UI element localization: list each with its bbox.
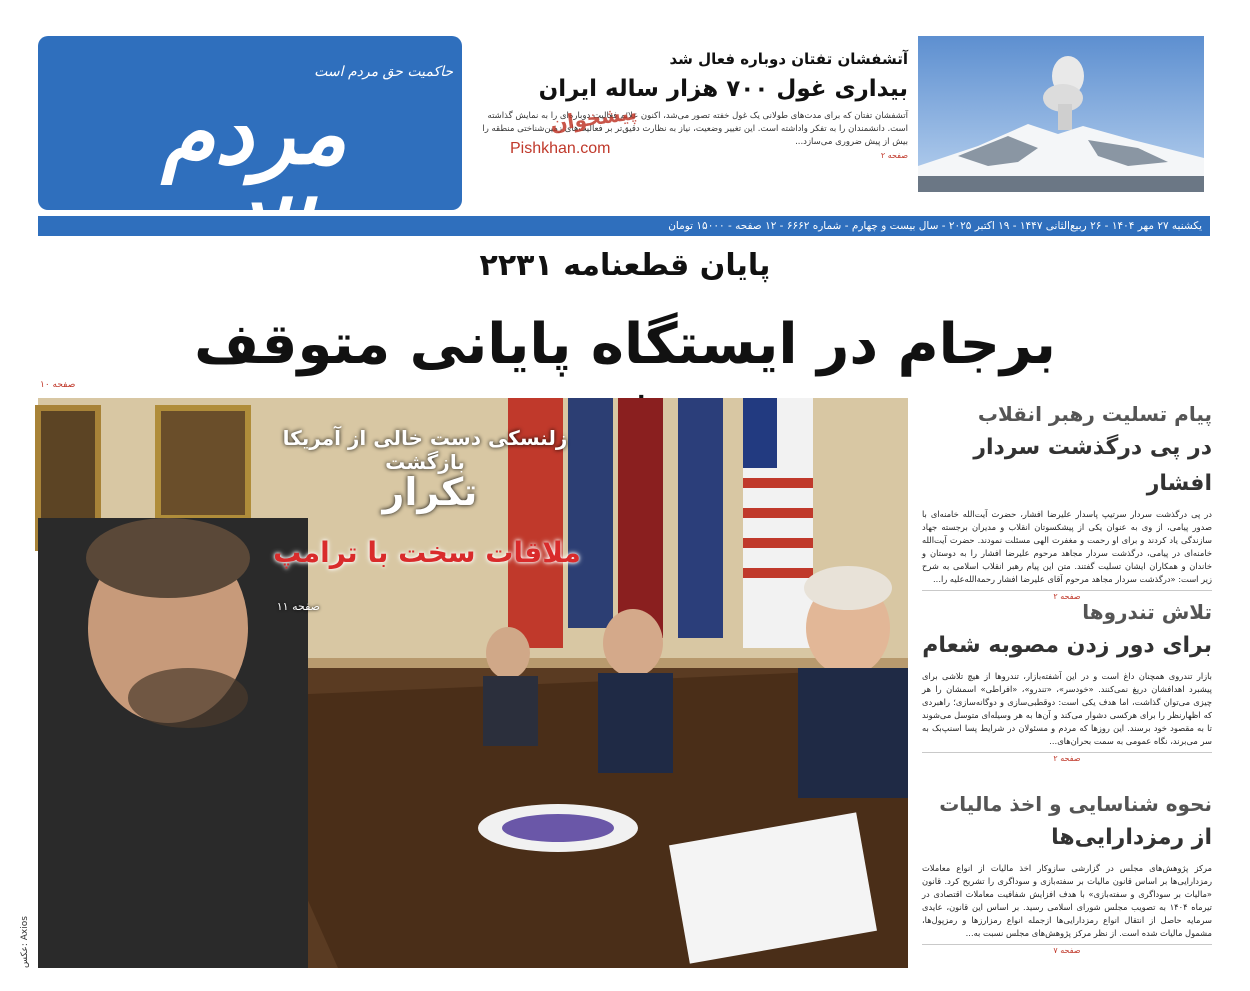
main-page-ref: صفحه ۱۰ [40, 380, 76, 390]
story-body: در پی درگذشت سردار سرتیپ پاسدار علیرضا افشار، حضرت آیت‌الله خامنه‌ای با صدور پیامی، از وی به عنوان یکی از پیشکسوتان انقلاب و مدیران برجسته جهاد سازندگی یاد کردند و برای او رحمت و مغفرت الهی مسئلت نمودند. حضرت آیت‌الله خامنه‌ای در پیامی، درگذشت سردار مجاهد مرحوم علیرضا افشار را به دوستان و خاندان و همکاران ایشان تسلیت گفتند. متن این پیام رهبر انقلاب اسلامی به شرح زیر است: «درگذشت سردار مجاهد مرحوم آقای علیرضا افشار رحمةالله‌علیه را... [922, 509, 1212, 584]
story-page-ref: صفحه ۲ [922, 752, 1212, 763]
teaser-body: آتشفشان تفتان که برای مدت‌های طولانی یک غول خفته تصور می‌شد، اکنون علائم فعالیت دوباره‌ای را به نمایش گذاشته است. دانشمندان را به تفکر واداشته است. این تغییر وضعیت، نیاز به نظارت دقیق‌تر بر فعالیت‌های زمین‌شناختی منطقه را بیش از پیش ضروری می‌سازد... [482, 111, 908, 147]
story-condolence [922, 398, 1212, 601]
story-page-ref: صفحه ۷ [922, 944, 1212, 955]
story-crypto-tax [922, 788, 1212, 955]
masthead-logo: مردم [161, 84, 347, 184]
teaser-headline: بیداری غول ۷۰۰ هزار ساله ایران [538, 76, 908, 102]
story-body: مرکز پژوهش‌های مجلس در گزارشی سازوکار اخذ مالیات از انواع معاملات رمزدارایی‌ها بر اساس قانون مالیات بر سفته‌بازی و سوداگری را تشریح کرد. قانون «مالیات بر سوداگری و سفته‌بازی» با هدف افزایش شفافیت معاملات اقتصادی در تیرماه ۱۴۰۴ به تصویب مجلس شورای اسلامی رسید. بر اساس این قانون، عایدی سرمایه حاصل از انتقال انواع رمزدارایی‌ها ازجمله انواع رمزارزها و رمزپول‌ها، مشمول مالیات شده است. از نظر مرکز پژوهش‌های مجلس نسبت به... [922, 863, 1212, 938]
photo-subhead: ملاقات سخت با ترامپ [273, 536, 581, 569]
photo-kicker: زلنسکی دست خالی از آمریکا بازگشت [282, 426, 568, 474]
watermark-latin: Pishkhan.com [510, 140, 611, 157]
story-headline: تلاش تندروها [1082, 600, 1212, 624]
date-bar: یکشنبه ۲۷ مهر ۱۴۰۴ - ۲۶ ربیع‌الثانی ۱۴۴۷ - ۱۹ اکتبر ۲۰۲۵ - سال بیست و چهارم - شماره ۶۶۶۲ - ۱۲ صفحه - ۱۵۰۰۰ تومان [38, 216, 1210, 236]
story-headline: نحوه شناسایی و اخذ مالیات [939, 792, 1212, 816]
story-subheadline: در پی درگذشت سردار افشار [973, 435, 1212, 496]
volcano-photo [918, 36, 1204, 192]
story-body: بازار تندروی همچنان داغ است و در این آشفته‌بازار، تندروها از هیچ تلاشی برای پیشبرد اهدافشان دریغ نمی‌کنند. «خودسر»، «تندرو»، «افراطی» اسمشان را هر چیزی می‌توان گذاشت، اما هدف یکی است: دوقطبی‌سازی و دوگانه‌سازی؛ راهبردی که اظهارنظر را برای هرکسی دشوار می‌کند و آن‌ها به هر وسیله‌ای متوسل می‌شوند تا به مقصود خود برسند. این روزها که مردم و مسئولان در شرایط پسا اسنپ‌بک به سر می‌برند، نگاه عمومی به سمت بحران‌های... [922, 671, 1212, 746]
teaser-kicker: آتشفشان تفتان دوباره فعال شد [669, 50, 908, 68]
masthead [38, 36, 462, 210]
story-headline: پیام تسلیت رهبر انقلاب [977, 402, 1212, 426]
photo-credit: عکس: Axios [20, 916, 30, 968]
story-page-ref: صفحه ۲ [922, 590, 1212, 601]
photo-page-ref: صفحه ۱۱ [276, 600, 320, 613]
top-teaser [474, 50, 908, 180]
main-kicker: پایان قطعنامه ۲۲۳۱ [479, 248, 771, 283]
story-hardliners [922, 596, 1212, 763]
teaser-page-ref: صفحه ۲ [880, 151, 908, 160]
photo-headline: تکرار [382, 470, 478, 514]
main-headline: برجام در ایستگاه پایانی متوقف [194, 312, 1056, 377]
story-subheadline: برای دور زدن مصوبه شعام [922, 633, 1212, 658]
masthead-tagline: حاکمیت حق مردم است [314, 64, 453, 80]
watermark-persian: پیشخوان [548, 100, 639, 136]
story-subheadline: از رمزدارایی‌ها [1051, 825, 1212, 850]
